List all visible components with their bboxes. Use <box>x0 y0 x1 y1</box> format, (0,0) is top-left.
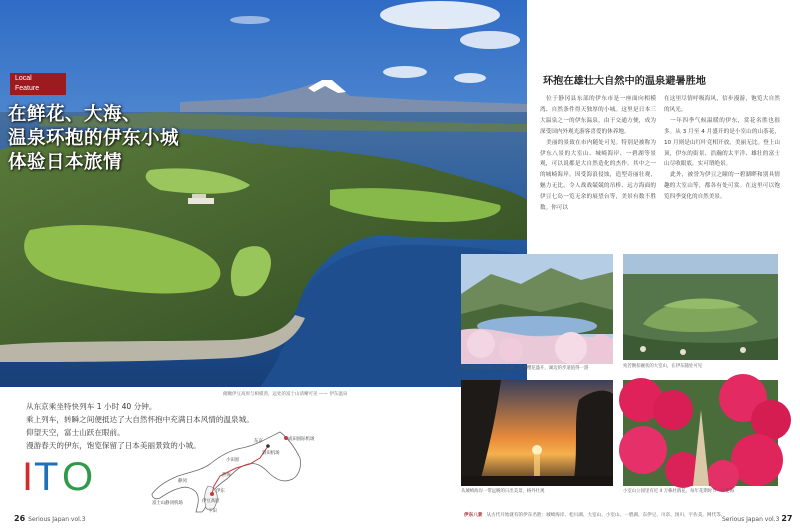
hero-title-line-1: 在鲜花、大海、 <box>8 104 142 125</box>
bottom-strip-label: 伊东八景 <box>464 513 483 518</box>
hero-title-line-2: 温泉环抱的伊东小城 <box>8 128 180 149</box>
hero-caption: 俯瞰伊豆高原与相模湾，远处的富士山清晰可见 —— 伊东温泉 <box>223 392 348 397</box>
ito-logo <box>22 448 122 502</box>
azalea-photo <box>623 380 778 486</box>
local-feature-tag <box>10 73 66 95</box>
photo-azaleas <box>623 380 778 486</box>
lead-line: 乘上列车，转瞬之间便抵达了大自然怀抱中充满日本风情的温泉城。 <box>26 415 254 424</box>
map-label: 伊东 <box>216 489 225 494</box>
photo-sunrise <box>461 380 613 486</box>
map-label: 东京 <box>254 439 263 444</box>
article-title: 环抱在雄壮大自然中的温泉避暑胜地 <box>543 76 706 87</box>
hero-photo <box>0 0 527 387</box>
photo-caption-1: 松川湖是伊东最大的人造湖，春季樱花盛开，湖边的步道值得一游 <box>461 366 589 371</box>
bottom-strip-text: 从古代开始就有的伊东名胜：城崎海岸、松川湖、大室山、小室山、一碧湖、东伊豆、川奈、汤川、宇佐美、网代等。 <box>486 513 726 518</box>
logo-letter-i: I <box>22 455 34 499</box>
tag-line-local: Local <box>15 75 32 82</box>
lake-photo <box>461 254 613 364</box>
sunrise-photo <box>461 380 613 486</box>
lead-line: 仰望天空，富士山跃在眼前。 <box>26 428 125 437</box>
page-number-left: 26 <box>14 514 26 523</box>
paragraph: 此外，被誉为伊豆之瞳的一碧湖畔和别具情趣的大室山等，都各有处可赏。在这里可以饱览四季变化的自然美景。 <box>664 172 780 201</box>
route-map <box>150 428 315 514</box>
magazine-name-right: Serious Japan vol.3 <box>722 516 780 523</box>
bottom-strip <box>464 512 784 518</box>
paragraph: 一年四季气候温暖的伊东，赏花名胜也很多。从 3 月至 4 月盛开的是小室山的山茶花，10 月则是山红叶竞相开放，美丽无比。登上山顶，伊东的街景、浩瀚的太平洋、雄壮的富士山尽收眼底，实可谓绝景。 <box>664 117 780 168</box>
article-column-2 <box>664 94 780 203</box>
map-label: 伊豆高原 <box>202 499 220 504</box>
photo-lake-cherry <box>461 254 613 364</box>
map-label: 成田国际机场 <box>288 437 315 442</box>
map-label: 小田原 <box>226 458 240 463</box>
map-label: 静冈 <box>178 479 187 484</box>
japan-route-map <box>150 428 315 514</box>
omuro-photo <box>623 254 778 360</box>
article-column-1 <box>540 94 656 214</box>
magazine-name-left: Serious Japan vol.3 <box>28 516 86 523</box>
map-label: 热海 <box>222 473 231 478</box>
photo-caption-2: 宛若倒扣碗状的大室山，在伊东随处可见 <box>623 364 703 369</box>
ito-marker <box>210 492 214 496</box>
paragraph: 美丽的景致在市内随处可见。特别是被称为伊东八景的大室山、城崎海岸、一碧湖等景观，可以说都是大自然造化的杰作。其中之一的城崎海岸，因受海浪侵蚀，造型奇丽壮观，魅力无比。令人战战兢兢的吊桥、远方海面的伊豆七岛一览无余的展望台等，美景有数不胜数。你可以 <box>540 139 656 212</box>
map-label: 富士山静冈机场 <box>152 501 183 506</box>
photo-caption-3: 从城崎海岸一带远眺的日出美景，格外壮观 <box>461 489 545 494</box>
folio-left <box>14 514 86 523</box>
hero-title <box>8 103 179 175</box>
lead-line: 漫游春天的伊东，饱览保留了日本美丽景致的小城。 <box>26 441 201 450</box>
page-number-right: 27 <box>781 514 793 523</box>
lead-line: 从东京乘坐特快列车 1 小时 40 分钟。 <box>26 402 157 411</box>
tag-line-feature: Feature <box>15 85 40 92</box>
map-label: 羽田机场 <box>262 451 280 456</box>
map-label: 下田 <box>208 509 217 514</box>
hero-title-line-3: 体验日本旅情 <box>8 152 123 173</box>
logo-letter-o: O <box>62 455 94 499</box>
photo-caption-4: 小室山公园里有近 4 万株杜鹃花，每年花期时节一片花海 <box>623 489 734 494</box>
aerial-view-image <box>0 0 527 387</box>
paragraph: 位于静冈县东部的伊东市是一座面向相模湾、自然条件得天独厚的小城。这里是日本三大温泉之一的伊东温泉，由于交通方便，成为深受国内外观光游客喜爱的休养地。 <box>540 96 656 135</box>
logo-letter-t: T <box>34 455 59 499</box>
tokyo-marker <box>266 444 270 448</box>
paragraph: 在这里尽情呼吸海风，信步漫游，饱览大自然的风光。 <box>664 96 780 113</box>
photo-mount-omuro <box>623 254 778 360</box>
ito-logo-art <box>22 448 122 498</box>
